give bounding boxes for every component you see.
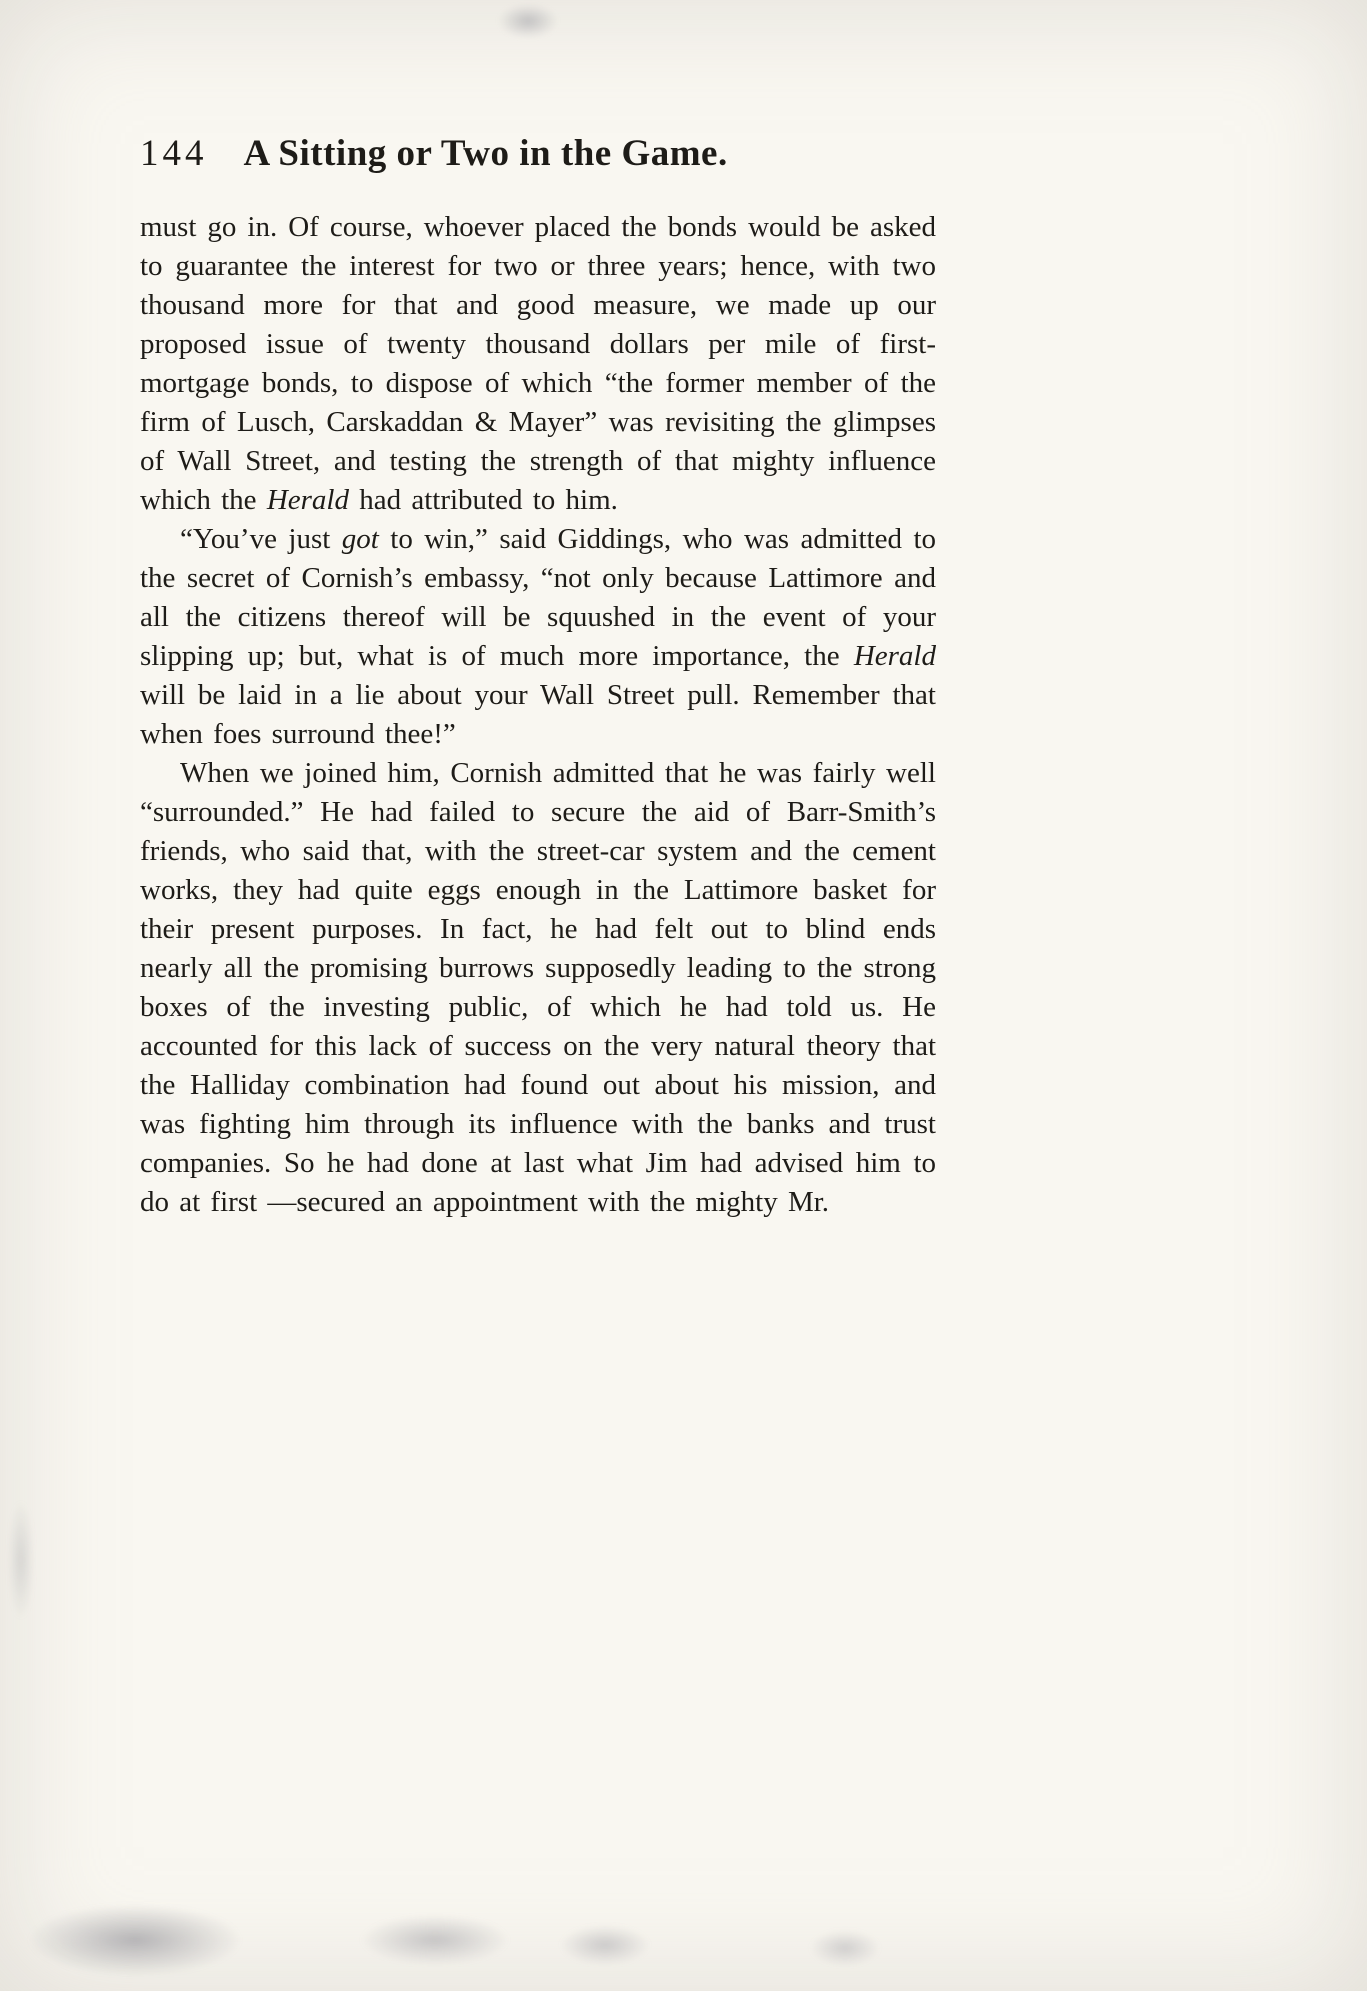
paragraph	[140, 754, 936, 1222]
text-run: will be laid in a lie about your Wall Street pull. Remember that when foes surround thee!”	[140, 679, 936, 750]
page-number: 144	[140, 133, 208, 174]
scan-speckle	[360, 1915, 510, 1965]
paragraph	[140, 208, 936, 520]
scan-speckle	[810, 1930, 880, 1966]
scan-speckle	[8, 1500, 34, 1620]
text-run: When we joined him, Cornish admitted that he was fairly well “surrounded.” He had failed to secure the aid of Barr-Smith’s friends, who said that, with the street-car system and the cement works, they had quite eggs enough in the Lattimore basket for their present purposes. In fact, he had felt out to blind ends nearly all the promising burrows supposedly leading to the strong boxes of the investing public, of which he had told us. He accounted for this lack of success on the very natural theory that the Halliday combination had found out about his mission, and was fighting him through its influence with the banks and trust companies. So he had done at last what Jim had advised him to do at first —secured an appointment with the mighty Mr.	[140, 757, 936, 1218]
scan-speckle	[560, 1925, 650, 1965]
text-run: “You’ve just	[180, 523, 342, 555]
page-header	[140, 132, 940, 175]
text-run: had attributed to him.	[348, 484, 618, 516]
italic-text-run: Herald	[853, 640, 936, 672]
body-text	[140, 208, 936, 1222]
paragraph	[140, 520, 936, 754]
page-title: A Sitting or Two in the Game.	[243, 133, 728, 174]
text-run: must go in. Of course, whoever placed the bonds would be asked to guarantee the interest for two or three years; hence, with two thousand more for that and good measure, we made up our proposed issue of twenty thousand dollars per mile of first-mortgage bonds, to dispose of which “the former member of the firm of Lusch, Carskaddan & Mayer” was revisiting the glimpses of Wall Street, and testing the strength of that mighty influence which the	[140, 211, 936, 516]
scan-speckle	[30, 1905, 240, 1975]
scan-speckle	[498, 4, 558, 38]
italic-text-run: Herald	[266, 484, 349, 516]
italic-text-run: got	[341, 523, 379, 555]
text-run: to win,” said Giddings, who was admitted to the secret of Cornish’s embassy, “not only because Lattimore and all the citizens thereof will be squushed in the event of your slipping up; but, what is of much more importance, the	[140, 523, 936, 672]
